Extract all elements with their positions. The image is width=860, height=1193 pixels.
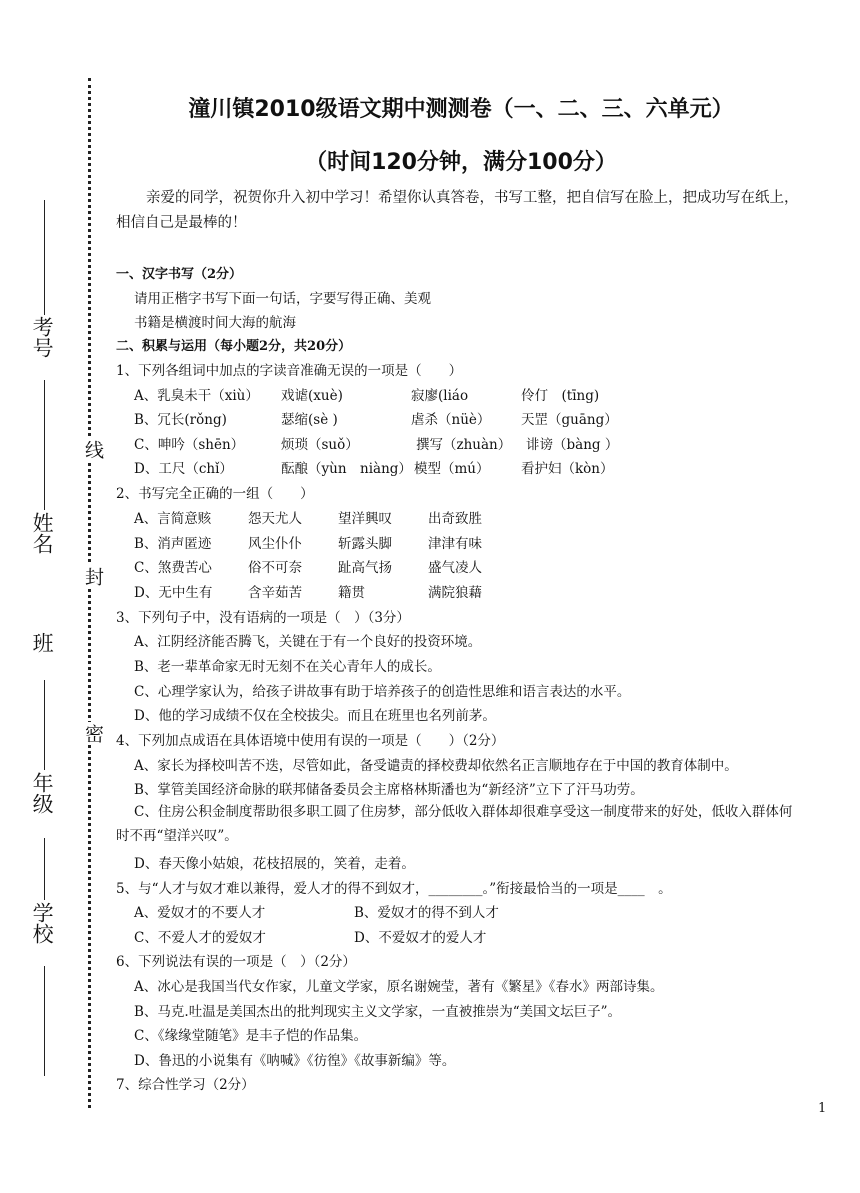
q2-a-4: 出奇致胜: [428, 511, 482, 527]
name-label: 姓名: [30, 512, 55, 554]
q1-d-3: 模型（mú）: [414, 461, 490, 477]
q2-b-3: 斩露头脚: [338, 536, 392, 552]
binding-rule: [44, 380, 45, 510]
page-number: 1: [818, 1101, 827, 1116]
binding-rule: [44, 966, 45, 1076]
section1-instruction: 请用正楷字书写下面一句话，字要写得正确、美观: [134, 291, 431, 307]
q1-a-3: 寂廖(liáo: [411, 388, 469, 404]
q2-a-3: 望洋興叹: [338, 511, 392, 527]
q2-stem: 2、书写完全正确的一组（ ）: [116, 486, 314, 502]
q2-c-1: C、煞费苦心: [134, 560, 212, 576]
q5-option-a: A、爱奴才的不要人才: [134, 905, 266, 921]
q1-stem: 1、下列各组词中加点的字读音准确无误的一项是（ ）: [116, 363, 463, 379]
class-label: 班: [30, 632, 55, 653]
binding-rule: [44, 838, 45, 900]
exam-subtitle: （时间120分钟，满分100分）: [305, 150, 617, 175]
q1-b-4: 天罡（guāng）: [521, 412, 618, 428]
q2-b-4: 津津有味: [428, 536, 482, 552]
q4-option-a: A、家长为择校叫苦不迭，尽管如此，备受谴责的择校费却依然名正言顺地存在于中国的教育体制中。: [134, 758, 738, 774]
q1-c-4: 诽谤（bàng ）: [526, 437, 619, 453]
q2-a-1: A、言简意赅: [134, 511, 212, 527]
school-label: 学校: [30, 902, 55, 944]
q2-d-4: 满院狼藉: [428, 585, 482, 601]
q1-b-2: 瑟缩(sè ): [281, 412, 338, 428]
q3-option-a: A、江阴经济能否腾飞，关键在于有一个良好的投资环境。: [134, 634, 482, 650]
q5-option-b: B、爱奴才的得不到人才: [354, 905, 499, 921]
q3-stem: 3、下列句子中，没有语病的一项是（ ）（3分）: [116, 610, 410, 626]
q4-option-d: D、春天像小姑娘，花枝招展的，笑着，走着。: [134, 856, 415, 872]
q2-d-2: 含辛茹苦: [248, 585, 302, 601]
q1-a-4: 伶仃 (tīng): [521, 388, 600, 404]
binding-dotted-line: [88, 78, 91, 1108]
q2-d-3: 籍贯: [338, 585, 365, 601]
binding-rule: [44, 680, 45, 770]
q2-b-2: 风尘仆仆: [248, 536, 302, 552]
q4-option-c: C、住房公积金制度帮助很多职工圆了住房梦，部分低收入群体却很难享受这一制度带来的好处，低收入群体何时不再“望洋兴叹”。: [116, 804, 793, 844]
q6-option-d: D、鲁迅的小说集有《呐喊》《彷徨》《故事新编》等。: [134, 1053, 456, 1069]
q2-c-4: 盛气凌人: [428, 560, 482, 576]
q5-option-d: D、不爱奴才的爱人才: [354, 930, 487, 946]
q1-a-2: 戏谑(xuè): [281, 388, 343, 404]
q2-c-3: 趾高气扬: [338, 560, 392, 576]
seal-char-secret: 密: [80, 722, 107, 745]
exam-number-label: 考号: [30, 316, 55, 358]
q1-d-2: 酝酿（yùn niàng）: [281, 461, 412, 477]
seal-char-line: 线: [80, 438, 107, 461]
q2-c-2: 俗不可奈: [248, 560, 302, 576]
q1-b-1: B、冗长(rǒng): [134, 412, 227, 428]
section2-heading: 二、积累与运用（每小题2分，共20分）: [116, 339, 352, 354]
q2-b-1: B、消声匿迹: [134, 536, 212, 552]
q1-c-1: C、呻吟（shēn）: [134, 437, 245, 453]
binding-rule: [44, 200, 45, 315]
q1-c-3: 撰写（zhuàn）: [416, 437, 512, 453]
q6-option-a: A、冰心是我国当代女作家，儿童文学家，原名谢婉莹，著有《繁星》《春水》两部诗集。: [134, 979, 664, 995]
q2-a-2: 怨天尤人: [248, 511, 302, 527]
q1-a-1: A、乳臭未干（xiù）: [134, 388, 259, 404]
exam-title: 潼川镇2010级语文期中测测卷（一、二、三、六单元）: [188, 97, 734, 122]
q4-option-b: B、掌管美国经济命脉的联邦储备委员会主席格林斯潘也为“新经济”立下了汗马功劳。: [134, 782, 644, 798]
seal-char-seal: 封: [80, 565, 107, 588]
q3-option-c: C、心理学家认为，给孩子讲故事有助于培养孩子的创造性思维和语言表达的水平。: [134, 684, 631, 700]
section1-heading: 一、汉字书写（2分）: [116, 267, 243, 282]
q5-option-c: C、不爱人才的爱奴才: [134, 930, 266, 946]
q3-option-b: B、老一辈革命家无时无刻不在关心青年人的成长。: [134, 659, 441, 675]
q3-option-d: D、他的学习成绩不仅在全校拔尖。而且在班里也名列前茅。: [134, 708, 496, 724]
q6-option-b: B、马克.吐温是美国杰出的批判现实主义文学家，一直被推崇为“美国文坛巨子”。: [134, 1004, 622, 1020]
q7-stem: 7、综合性学习（2分）: [116, 1077, 255, 1093]
section1-sentence: 书籍是横渡时间大海的航海: [134, 315, 296, 331]
q2-d-1: D、无中生有: [134, 585, 213, 601]
intro-paragraph: 亲爱的同学，祝贺你升入初中学习！希望你认真答卷，书写工整，把自信写在脸上，把成功写在纸上，相信自己是最棒的！: [116, 190, 799, 231]
q1-d-4: 看护妇（kòn）: [521, 461, 614, 477]
q6-stem: 6、下列说法有误的一项是（ ）（2分）: [116, 954, 356, 970]
q6-option-c: C、《缘缘堂随笔》是丰子恺的作品集。: [134, 1028, 368, 1044]
q5-stem: 5、与“人才与奴才难以兼得，爱人才的得不到奴才，________。”衔接最恰当的一项是____ 。: [116, 881, 672, 897]
q1-c-2: 烦琐（suǒ）: [281, 437, 359, 453]
q1-b-3: 虐杀（nüè）: [411, 412, 491, 428]
q1-d-1: D、工尺（chǐ）: [134, 461, 233, 477]
grade-label: 年级: [30, 772, 55, 814]
q4-stem: 4、下列加点成语在具体语境中使用有误的一项是（ ）（2分）: [116, 733, 505, 749]
